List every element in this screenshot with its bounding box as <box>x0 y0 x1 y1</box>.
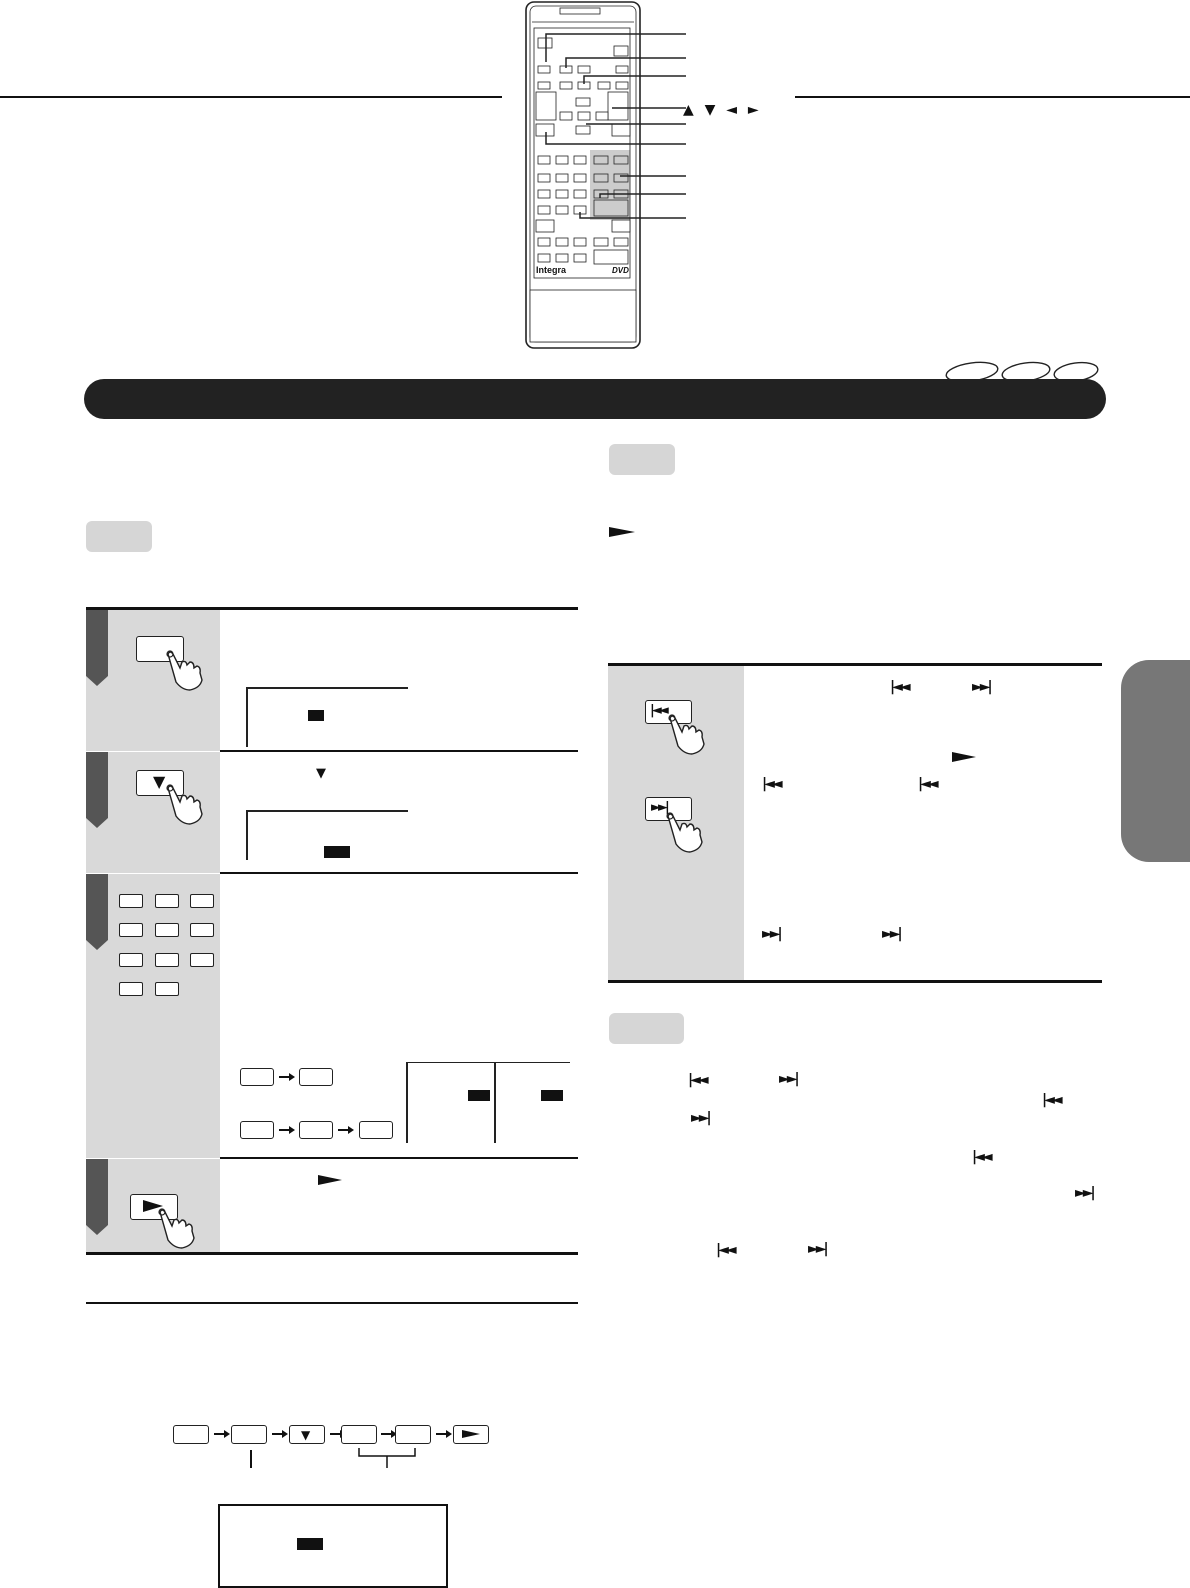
play-icon <box>462 1430 480 1438</box>
skip-forward-icon: ►►| <box>882 926 900 942</box>
number-key-9[interactable] <box>190 953 214 967</box>
hand-pointer-icon <box>160 648 212 692</box>
skip-forward-icon: ►►| <box>1075 1185 1093 1201</box>
sequence-key-3 <box>341 1425 377 1444</box>
section-title-banner <box>84 379 1106 419</box>
step-3-screen-a-highlight <box>468 1090 490 1101</box>
skip-back-icon: |◄◄ <box>972 1149 990 1165</box>
step-4-marker <box>86 1159 108 1225</box>
step-1-screen <box>246 687 408 747</box>
example-key-b <box>299 1068 333 1086</box>
skip-forward-icon: ►►| <box>762 926 780 942</box>
chapter-side-tab <box>1121 660 1190 862</box>
skip-forward-icon: ►►| <box>651 800 667 815</box>
remote-control-illustration <box>520 0 820 356</box>
hand-pointer-icon <box>152 1206 204 1250</box>
step-1-divider <box>220 750 578 752</box>
note-rule <box>86 1302 578 1304</box>
header-rule-left <box>0 96 502 98</box>
svg-text:DVD: DVD <box>612 266 629 275</box>
example-screen <box>218 1504 448 1588</box>
sequence-arrow <box>279 1129 291 1131</box>
sequence-arrow <box>436 1433 448 1435</box>
sequence-arrow <box>279 1076 291 1078</box>
steps-bottom-rule <box>86 1252 578 1255</box>
example-screen-highlight <box>297 1538 323 1550</box>
svg-text:Integra: Integra <box>536 265 567 275</box>
step-3-screen-a <box>406 1062 496 1143</box>
hand-pointer-icon <box>160 782 212 826</box>
sequence-arrow <box>338 1129 350 1131</box>
sequence-bracket-single <box>250 1450 252 1468</box>
hand-pointer-icon <box>662 712 714 756</box>
step-3-divider <box>220 1157 578 1159</box>
step-1-marker <box>86 610 108 676</box>
skip-forward-icon: ►►| <box>808 1241 826 1257</box>
sequence-bracket-double <box>358 1448 416 1470</box>
step-2-divider <box>220 872 578 874</box>
skip-forward-icon: ►►| <box>691 1110 709 1126</box>
number-key-4[interactable] <box>119 923 143 937</box>
sequence-key-1 <box>173 1425 209 1444</box>
sequence-arrow <box>272 1433 284 1435</box>
number-key-7[interactable] <box>119 953 143 967</box>
skip-back-icon: |◄◄ <box>716 1242 734 1258</box>
number-key-1[interactable] <box>119 894 143 908</box>
example-key-c <box>240 1121 274 1139</box>
skip-back-icon: |◄◄ <box>762 776 780 792</box>
down-arrow-icon: ▼ <box>301 1428 311 1442</box>
number-key-5[interactable] <box>155 923 179 937</box>
sequence-key-4 <box>395 1425 431 1444</box>
number-key-6[interactable] <box>190 923 214 937</box>
example-key-d <box>299 1121 333 1139</box>
skip-forward-icon: ►►| <box>972 679 990 695</box>
skip-back-icon: |◄◄ <box>650 703 666 718</box>
subheading-pill-right-1 <box>609 444 675 475</box>
step-1-screen-highlight <box>308 710 324 721</box>
sequence-arrow <box>214 1433 226 1435</box>
sequence-arrow <box>381 1433 393 1435</box>
example-key-a <box>240 1068 274 1086</box>
skip-back-icon: |◄◄ <box>1042 1092 1060 1108</box>
step-3-marker <box>86 874 108 940</box>
skip-back-icon: |◄◄ <box>918 776 936 792</box>
step-2-screen-highlight <box>324 846 350 858</box>
sequence-key-2 <box>231 1425 267 1444</box>
skip-forward-icon: ►►| <box>779 1071 797 1087</box>
subheading-pill-left <box>86 521 152 552</box>
number-key-3[interactable] <box>190 894 214 908</box>
header-rule-right <box>795 96 1190 98</box>
step-3-screen-b-highlight <box>541 1090 563 1101</box>
down-arrow-icon: ▼ <box>153 772 166 791</box>
play-icon <box>609 527 635 537</box>
step-4-text-play-icon <box>318 1175 342 1185</box>
skip-panel-bottom-rule <box>608 980 1102 983</box>
number-key-0[interactable] <box>119 982 143 996</box>
hand-pointer-icon <box>660 810 712 854</box>
number-key-2[interactable] <box>155 894 179 908</box>
remote-cursor-arrows-label: ▲ ▼ ◄ ► <box>683 102 762 118</box>
subheading-pill-right-2 <box>609 1013 684 1044</box>
step-3-screen-b <box>494 1062 570 1143</box>
play-icon <box>952 752 976 762</box>
step-2-marker <box>86 752 108 818</box>
example-key-e <box>359 1121 393 1139</box>
number-key-8[interactable] <box>155 953 179 967</box>
skip-back-icon: |◄◄ <box>890 679 908 695</box>
skip-back-icon: |◄◄ <box>688 1072 706 1088</box>
step-2-text-down-arrow: ▼ <box>316 766 326 781</box>
number-key-plus10[interactable] <box>155 982 179 996</box>
